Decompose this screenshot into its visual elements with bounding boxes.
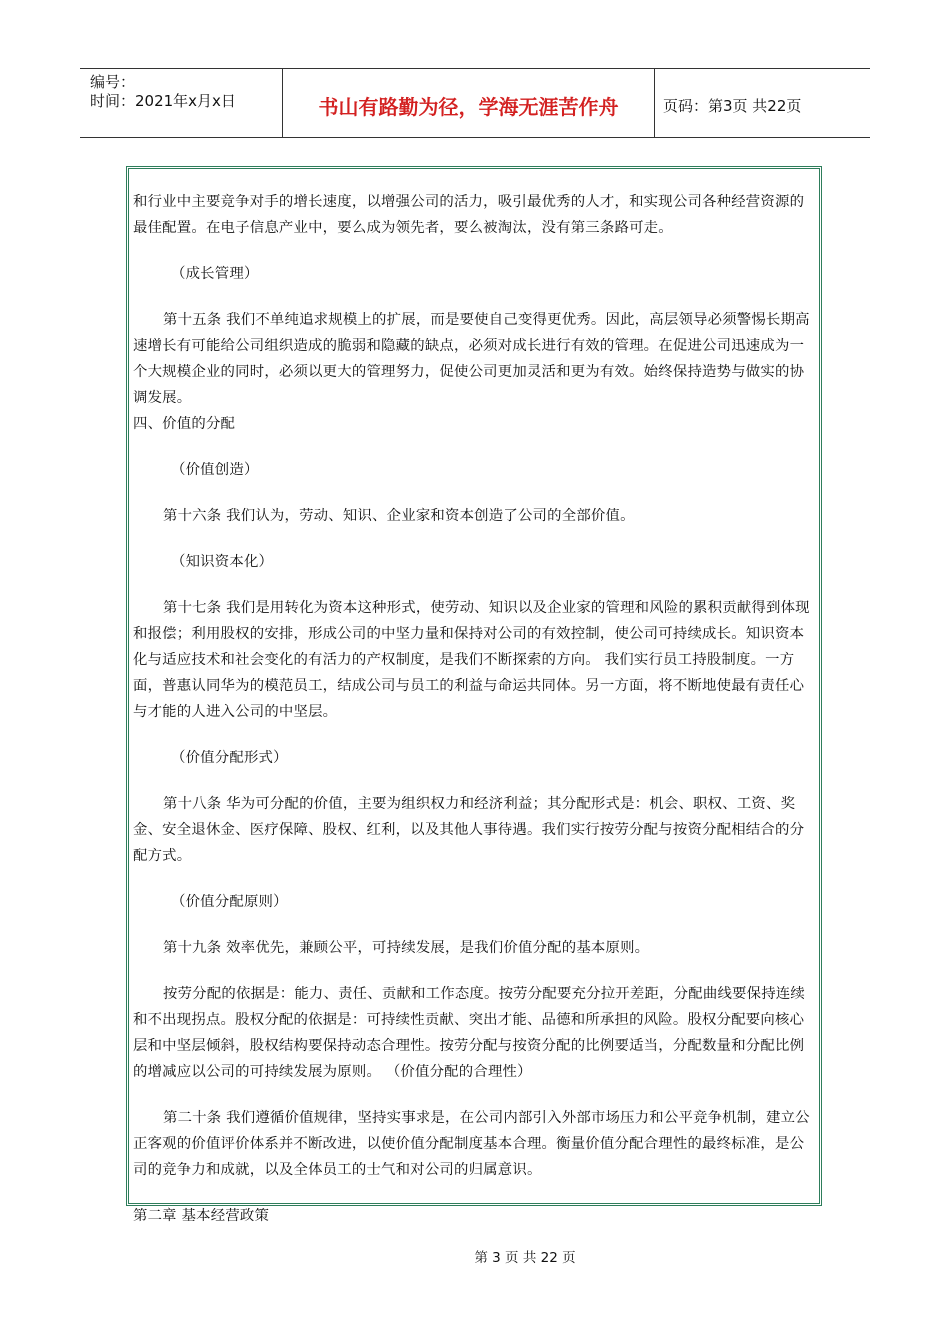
content-frame [126, 166, 822, 1224]
subheading: （价值分配原则） [171, 894, 288, 910]
paragraph: 第十五条 我们不单纯追求规模上的扩展，而是要使自己变得更优秀。因此，高层领导必须警惕长期高速增长有可能给公司组织造成的脆弱和隐藏的缺点，必须对成长进行有效的管理。在促进公司迅速成为一个大规模企业的同时，必须以更大的管理努力，促使公司更加灵活和更为有效。始终保持造势与做实的协调发展。 [133, 312, 810, 406]
paragraph: 第十六条 我们认为，劳动、知识、企业家和资本创造了公司的全部价值。 [163, 508, 635, 524]
page-footer: 第 3 页 共 22 页 [474, 1250, 576, 1266]
chapter-heading: 第二章 基本经营政策 [133, 1208, 270, 1224]
serial-label: 编号： [90, 73, 136, 91]
header-meta [80, 69, 282, 137]
header-table [80, 68, 870, 138]
page-info: 页码：第3页 共22页 [663, 96, 802, 115]
paragraph: 第十七条 我们是用转化为资本这种形式，使劳动、知识以及企业家的管理和风险的累积贡献得到体现和报偿；利用股权的安排，形成公司的中坚力量和保持对公司的有效控制，使公司可持续成长。知识资本化与适应技术和社会变化的有活力的产权制度，是我们不断探索的方向。 我们实行员工持股制度。一方面，普惠认同华为的模范员工，结成公司与员工的利益与命运共同体。另一方面，将不断地使最有责任心与才能的人进入公司的中坚层。 [133, 600, 810, 720]
paragraph: 第十八条 华为可分配的价值，主要为组织权力和经济利益；其分配形式是：机会、职权、工资、奖金、安全退休金、医疗保障、股权、红利，以及其他人事待遇。我们实行按劳分配与按资分配相结合的分配方式。 [133, 796, 805, 864]
paragraph: 第二十条 我们遵循价值规律，坚持实事求是，在公司内部引入外部市场压力和公平竞争机制，建立公正客观的价值评价体系并不断改进，以使价值分配制度基本合理。衡量价值分配合理性的最终标准，是公司的竞争力和成就，以及全体员工的士气和对公司的归属意识。 [133, 1110, 810, 1178]
subheading: （成长管理） [171, 266, 259, 282]
paragraph: 和行业中主要竞争对手的增长速度，以增强公司的活力，吸引最优秀的人才，和实现公司各种经营资源的最佳配置。在电子信息产业中，要么成为领先者，要么被淘汰，没有第三条路可走。 [133, 194, 805, 236]
document-body [133, 189, 813, 1229]
subheading: （知识资本化） [171, 554, 274, 570]
paragraph: 按劳分配的依据是：能力、责任、贡献和工作态度。按劳分配要充分拉开差距，分配曲线要保持连续和不出现拐点。股权分配的依据是：可持续性贡献、突出才能、品德和所承担的风险。股权分配要向核心层和中坚层倾斜，股权结构要保持动态合理性。按劳分配与按资分配的比例要适当，分配数量和分配比例的增减应以公司的可持续发展为原则。 （价值分配的合理性） [133, 986, 805, 1080]
motto: 书山有路勤为径，学海无涯苦作舟 [282, 69, 655, 137]
section-heading: 四、价值的分配 [133, 416, 236, 432]
time-label: 时间：2021年x月x日 [90, 92, 236, 110]
subheading: （价值创造） [171, 462, 259, 478]
subheading: （价值分配形式） [171, 750, 288, 766]
paragraph: 第十九条 效率优先，兼顾公平，可持续发展，是我们价值分配的基本原则。 [163, 940, 650, 956]
